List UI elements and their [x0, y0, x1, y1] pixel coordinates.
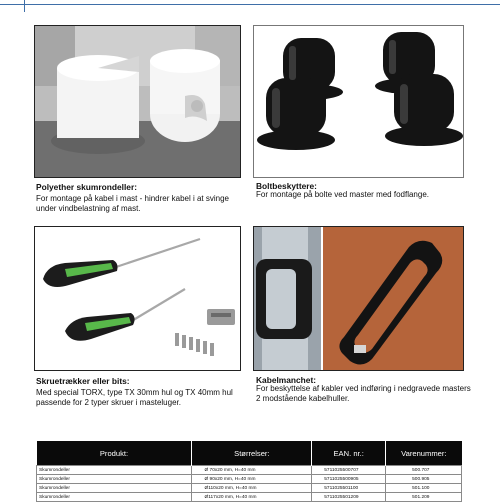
cell-item-number: 501.209 — [386, 493, 462, 502]
header-item-number: Varenummer: — [386, 441, 462, 466]
cable-sleeve-photo — [253, 226, 464, 371]
table-row — [37, 484, 462, 493]
cell-size: Ø117x20 mm, H=40 mm — [192, 493, 312, 502]
cell-ean: 5711025500905 — [312, 475, 386, 484]
cell-ean: 5711025501209 — [312, 493, 386, 502]
cell-item-number: 501.100 — [386, 484, 462, 493]
section-title-screwdriver: Skruetrækker eller bits: — [36, 376, 130, 386]
section-text-sleeve: For beskyttelse af kabler ved indføring i nedgravede masters 2 modstående kabelhuller. — [256, 384, 471, 403]
cell-product: Skumrondeller — [37, 493, 192, 502]
section-text-bolts: For montage på bolte ved master med fodflange. — [256, 190, 429, 199]
bolt-covers-photo — [253, 25, 464, 178]
cell-size: Ø110x20 mm, H=40 mm — [192, 484, 312, 493]
table-row — [37, 466, 462, 475]
table-row — [37, 493, 462, 502]
header-sizes: Størrelser: — [192, 441, 312, 466]
table-header-row — [37, 441, 462, 466]
header-product: Produkt: — [37, 441, 192, 466]
cell-product: Skumrondeller — [37, 475, 192, 484]
cell-product: Skumrondeller — [37, 466, 192, 475]
section-title-bolts: Boltbeskyttere: — [256, 181, 317, 191]
section-text-screwdriver: Med special TORX, type TX 30mm hul og TX 40mm hul passende for 2 typer skruer i masteluger. — [36, 388, 233, 407]
cell-item-number: 500.905 — [386, 475, 462, 484]
cell-product: Skumrondeller — [37, 484, 192, 493]
section-title-foam: Polyether skumrondeller: — [36, 182, 137, 192]
product-table — [36, 441, 462, 502]
foam-rounds-photo — [34, 25, 241, 178]
cell-size: Ø 90x20 mm, H=40 mm — [192, 475, 312, 484]
header-ean: EAN. nr.: — [312, 441, 386, 466]
cell-size: Ø 70x20 mm, H=40 mm — [192, 466, 312, 475]
table-row — [37, 475, 462, 484]
screwdrivers-photo — [34, 226, 241, 371]
section-title-sleeve: Kabelmanchet: — [256, 375, 317, 385]
header-tick — [24, 0, 25, 12]
cell-ean: 5711025500707 — [312, 466, 386, 475]
cell-ean: 5711025501100 — [312, 484, 386, 493]
cell-item-number: 500.707 — [386, 466, 462, 475]
header-rule — [0, 4, 500, 5]
section-text-foam: For montage på kabel i mast - hindrer kabel i at svinge under vindbelastning af mast. — [36, 194, 229, 213]
